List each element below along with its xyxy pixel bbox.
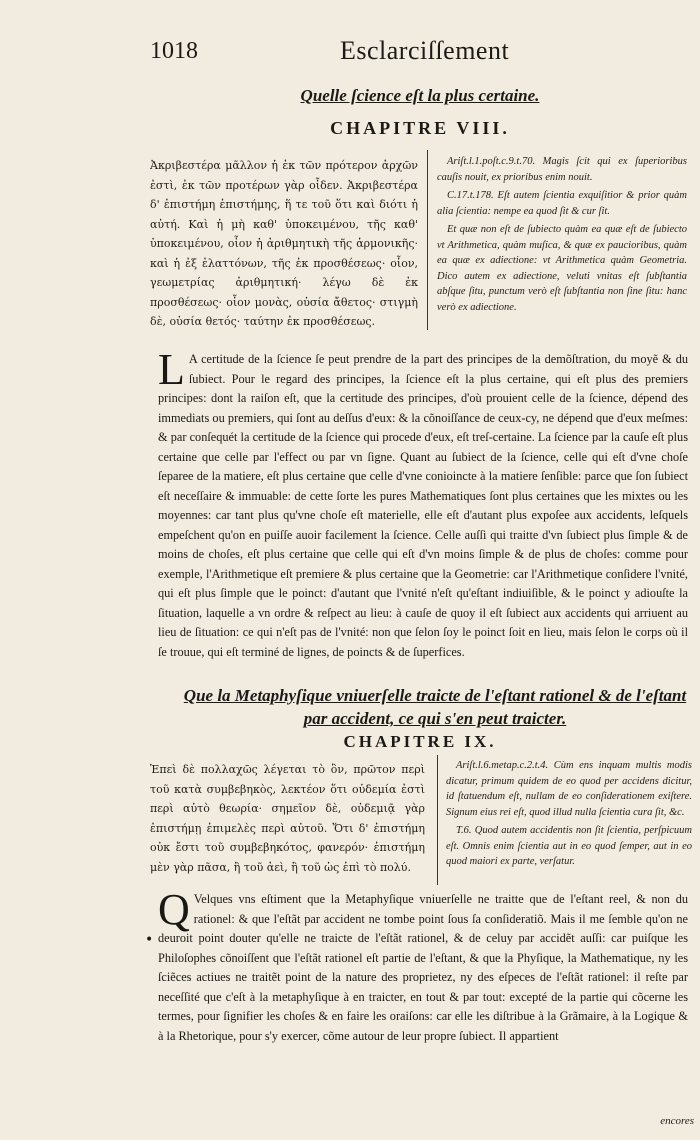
column-divider <box>427 150 428 330</box>
greek-quotation-viii: Ἀκριβεστέρα μᾶλλον ἡ ἐκ τῶν πρότερον ἀρχῶν ἐστὶ, ἐκ τῶν προτέρων γὰρ οἶδεν. Ἀκριβεστέρα δ' ἐπιστήμη ἐπιστήμης, ἥ τε τοῦ ὅτι καὶ διότι ἡ αὐτή. Καὶ ἡ μὴ καθ' ὑποκειμένου, τῆς καθ' ὑποκειμένου, οἷον ἡ ἀριθμητικὴ τῆς ἁρμονικῆς· καὶ ἡ ἐξ ἐλαττόνων, τῆς ἐκ προσθέσεως· οἷον, γεωμετρίας ἀριθμητική· λέγω δὲ ἐκ προσθέσεως· οἷον μονὰς, οὐσία ἄθετος· στιγμὴ δὲ, οὐσία θετός· ταύτην ἐκ προσθέσεως. <box>150 159 418 328</box>
column-divider <box>437 755 438 885</box>
margin-note: Ariſt.l.6.metap.c.2.t.4. Cùm ens inquam multis modis dicatur, primum quidem de eo quod per accidens dicitur, id ſtatuendum eſt, nullam de eo conſiderationem exiſtere. Signum eius rei eſt, quod illud nulla ſcientia cura ſit, &c. <box>446 760 692 818</box>
chapter-title-viii: CHAPITRE VIII. <box>330 118 510 138</box>
margin-note: Ariſt.l.1.poſt.c.9.t.70. Magis ſcit qui ex ſuperioribus cauſis nouit, ex prioribus enim nouit. <box>437 156 687 183</box>
chapter-title-ix: CHAPITRE IX. <box>343 732 497 751</box>
margin-note: C.17.t.178. Eſt autem ſcientia exquiſitior & prior quàm alia ſcientia: nempe ea quod ſit & cur ſit. <box>437 190 687 217</box>
body-paragraph-viii <box>158 345 688 662</box>
margin-note: Et quæ non eſt de ſubiecto quàm ea quæ eſt de ſubiecto vt Arithmetica, quàm muſica, & quæ ex paucioribus, quàm ea quæ ex adiectione: vt Arithmetica quàm Geometria. Dico autem ex adiectione, veluti vnitas eſt ſubſtantia abſque ſitu, punctum verò eſt ſubſtantia non ſine ſitu: hanc verò ex adiectione. <box>437 224 687 313</box>
margin-bullet: • <box>145 932 154 948</box>
section-heading-viii: Quelle ſcience eſt la plus certaine. <box>300 86 540 105</box>
greek-quotation-ix: Ἐπεὶ δὲ πολλαχῶς λέγεται τὸ ὂν, πρῶτον περὶ τοῦ κατὰ συμβεβηκὸς, λεκτέον ὅτι οὐδεμία ἐστὶ περὶ αὐτὸ θεωρία· σημεῖον δὲ, οὐδεμιᾷ γὰρ ἐπιστήμῃ ἐπιμελὲς περὶ αὐτοῦ. Ὅτι δ' ἐπιστήμη οὐκ ἔστι τοῦ συμβεβηκότος, φανερόν· ἐπιστήμη μὲν γὰρ πᾶσα, ἢ τοῦ ἀεὶ, ἢ τοῦ ὡς ἐπὶ τὸ πολύ. <box>150 763 425 874</box>
paragraph-text: A certitude de la ſcience ſe peut prendre de la part des principes de la demõſtration, du moyẽ & du ſubiect. Pour le regard des principes, la ſcience eſt la plus certaine, qui eſt plus des premiers principes: dont la raiſon eſt, que la certitude des principes, d'où prouient celle de la ſcience, dépend des immediats ou premiers, qui ſont au deſſus d'eux: & la cõnoiſſance de ceux-cy, ne dépend que d'eux meſmes: & par conſequét la certitude de la ſcience qui procede d'eux, eſt treſ-certaine. La ſcience par la cauſe eſt plus certaine que celle par l'effect ou par vn ſigne. Quant au ſubiect de la ſcience, celle qui eſt d'vne choſe ſeparee de la matiere, eſt plus certaine que celle d'vne conioincte à la matiere ſenſible: parce que ſon ſubiect eſt neceſſaire & immuable: de cette ſorte les pures Mathematiques ſont plus certaines que les mixtes ou les moyennes: car tant plus qu'vne choſe eſt materielle, elle eſt d'autant plus expoſee aux accidents, leſquels empeſchent qu'on en puiſſe auoir facilement la ſcience. Celle auſſi qui traitte d'vn ſubiect plus ſimple & de moins de choſes, eſt plus certaine que celle qui eſt d'vn moins ſimple & de plus de choſes: comme pour exemple, l'Arithmetique eſt premiere & plus certaine que la Geometrie: car l'Arithmetique conſidere l'vnité, qui eſt plus ſimple que le poinct: d'autant que l'vnité n'eſt qu'eſtant indiuiſible, & le poinct y adiouſte la ſituation, laquelle a vn ordre & reſpect au lieu: à cauſe de quoy il eſt ſubiect aux accidents qui arriuent au lieu de ſituation: ce qui n'eſt pas de l'vnité: non que ſelon ſoy le poinct ſoit en lieu, mais ſelon le corps où il ſe trouue, qui eſt terminé de lignes, de poincts & de ſuperfices. <box>158 352 688 659</box>
body-paragraph-ix <box>158 885 688 1046</box>
latin-margin-notes-viii <box>437 154 687 318</box>
paragraph-text: Velques vns eſtiment que la Metaphyſique vniuerſelle ne traitte que de l'eſtant reel, & non du rationel: & que l'eſtãt par accident ne tombe point ſous ſa conſideratiõ. Mais il me ſemble qu'on ne deuroit point douter qu'elle ne traicte de l'eſtãt rationel, & de celuy par accidẽt auſſi: car puiſque les Philoſophes cõnoiſſent que l'eſtãt rationel eſt partie de l'eſtant, & que la Phyſique, la Mathematique, ny les ſciẽces actiues ne traitẽt point de la nature des proprietez, ny des eſpeces de l'eſtãt rationel: il reſte par neceſſité que c'eſt à la metaphyſique à en traicter, en tout & par tout: excepté de la partie qui cõcerne les termes, pour ſignifier les choſes & en faire les oraiſons: car elle les diſtribue à la Grãmaire, à la Logique & à la Rhetorique, pour s'y exercer, cõme autour de leur propre ſubiect. Il appartient <box>158 892 688 1043</box>
page-number: 1018 <box>150 38 198 64</box>
catchword: encores <box>660 1115 694 1127</box>
drop-cap: L <box>158 345 185 394</box>
drop-cap: Q <box>158 885 190 934</box>
running-title: Esclarciſſement <box>340 36 510 65</box>
section-heading-ix: Que la Metaphyſique vniuerſelle traicte de l'eſtant rationel & de l'eſtant par accident, ce qui s'en peut traicter. <box>183 686 687 728</box>
margin-note: T.6. Quod autem accidentis non ſit ſcientia, perſpicuum eſt. Omnis enim ſcientia aut in eo quod ſemper, aut in eo quod maiori ex parte, verſatur. <box>446 825 692 867</box>
latin-margin-notes-ix <box>446 758 692 873</box>
